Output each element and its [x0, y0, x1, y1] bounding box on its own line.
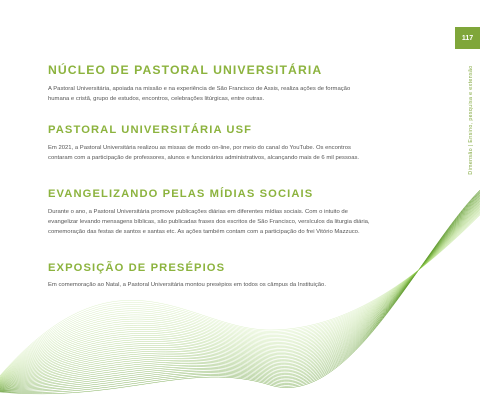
- section-body-presepios: Em comemoração ao Natal, a Pastoral Universitária montou presépios em todos os câmpus da Instituição.: [48, 282, 326, 288]
- section-heading-midias-sociais: EVANGELIZANDO PELAS MÍDIAS SOCIAIS: [48, 188, 314, 200]
- wave-line: [0, 213, 480, 377]
- section-body-midias-sociais: Durante o ano, a Pastoral Universitária promove publicações diárias em diferentes mídias sociais. Com o intuito de evangelizar levando mensagens bíblicas, são publicadas frases dos escritos de São Francisco, versículos da liturgia diária, comemoração das festas de santos e santas etc. As ações também contam com a participação do frei Vitório Mazzuco.: [48, 209, 370, 235]
- side-section-label: Dimensão | Ensino, pesquisa e extensão: [468, 65, 474, 175]
- section-body-nucleo: A Pastoral Universitária, apoiada na missão e na experiência de São Francisco de Assis, realiza ações de formação humana e cristã, grupo de estudos, encontros, celebrações litúrgicas, entre outras.: [48, 86, 351, 102]
- wave-line: [0, 213, 480, 378]
- section-heading-presepios: EXPOSIÇÃO DE PRESÉPIOS: [48, 262, 226, 274]
- section-heading-pastoral-usf: PASTORAL UNIVERSITÁRIA USF: [48, 124, 253, 136]
- section-body-pastoral-usf: Em 2021, a Pastoral Universitária realizou as missas de modo on-line, por meio do canal do YouTube. Os encontros contaram com a participação de professores, alunos e funcionários administrativos, alcançando mais de 6 mil pessoas.: [48, 145, 360, 161]
- page-number: 117: [461, 34, 474, 42]
- page-number-badge: [455, 27, 480, 49]
- wave-line: [0, 214, 480, 377]
- section-heading-nucleo: NÚCLEO DE PASTORAL UNIVERSITÁRIA: [48, 63, 323, 77]
